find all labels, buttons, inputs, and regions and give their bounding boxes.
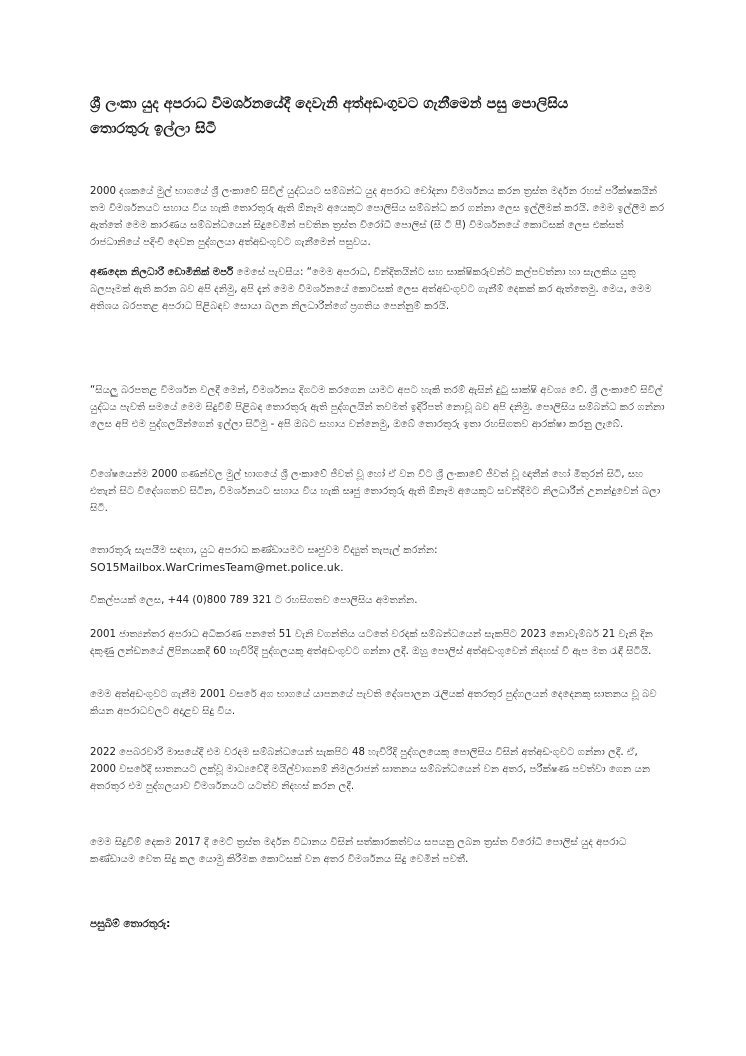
- officer-name: අණදෙන නිලධාරී ඩොමිනික් මර්පි: [90, 267, 234, 278]
- officer-quote: මෙසේ පැවසීය: “මෙම අපරාධ, වින්දිතයින්ට සහ සාක්ෂිකරුවන්ට කල්පවත්නා හා සැලකිය යුතු බලපෑමක් ඇති කරන බව අපි දනිමු, අපි දැන් මෙම විමර්ශනයේ කොටසක් ලෙස අත්අඩංගුවට ගැනීම් දෙකක් කර ඇත්තෙමු. මෙය, මෙම අතිශය බරපතළ අපරාධ පිළිබඳව සොයා බලන නිලධාරීන්ගේ ප්‍රගතිය පෙන්නුම් කරයි.: [90, 267, 652, 313]
- paragraph-contact: [90, 542, 666, 577]
- contact-text: තොරතුරු සැපයීම සඳහා, යුධ අපරාධ කණ්ඩායමට සෘජුවම විද්‍යුත් තැපැල් කරන්න:: [90, 545, 438, 556]
- contact-email-link[interactable]: SO15Mailbox.WarCrimesTeam@met.police.uk.: [90, 561, 344, 575]
- page-title: [90, 92, 690, 142]
- paragraph-witnesses: විශේෂයෙන්ම 2000 ගණන්වල මුල් භාගයේ ශ්‍රී ලංකාවේ ජීවත් වූ හෝ ඒ වන විට ශ්‍රී ලංකාවේ ජීවත් වූ ඥාතීන් හෝ මිතුරන් සිටි, සහ එතැන් සිට විදේශගතව සිටින, විමර්ශනයට සහාය විය හැකි සෘජු තොරතුරු ඇති ඕනෑම අයෙකුට සවන්දීමට නිලධාරීන් උනන්දුවෙන් බලා සිටී.: [90, 469, 661, 515]
- paragraph-appeal: “සියලු බරපතළ විමර්ශන වලදී මෙන්, විමර්ශනය දිගටම කරගෙන යාමට අපට හැකි තරම් ඇසින් දුටු සාක්ෂි අවශ්‍ය වේ. ශ්‍රී ලංකාවේ සිවිල් යුද්ධය පැවති සමයේ මෙම සිදුවීම් පිළිබඳ තොරතුරු ඇති පුද්ගලයින් තවමත් ඉදිරිපත් නොවූ බව අපි දනිමු. පොලිසිය සම්බන්ධ කර ගන්නා ලෙස අපි එම පුද්ගලයින්ගෙන් ඉල්ලා සිටිමු - අපි ඔබට සහාය වන්නෙමු, ඔබේ තොරතුරු ඉතා රහසිගතව ආරක්ෂා කරනු ලැබේ.: [90, 385, 665, 431]
- background-info-heading: පසුබිම් තොරතුරු:: [90, 918, 171, 930]
- title-line-1: ශ්‍රී ලංකා යුද අපරාධ විමර්ශනයේදී දෙවැනි අත්අඩංගුවට ගැනීමෙන් පසු පොලිසිය: [90, 96, 569, 112]
- paragraph-arrest-2022: 2022 පෙබරවාරි මාසයේදී එම වරදම සම්බන්ධයෙන් සැකපිට 48 හැවිරිදි පුද්ගලයෙකු පොලිසිය විසින් අත්අඩංගුවට ගන්නා ලදී. ඒ, 2000 වසරේදී ඝාතනයට ලක්වූ මාධ්‍යවේදී මයිල්වාගනම් නිමලරාජන් ඝාතනය සම්බන්ධයෙන් වන අතර, පරීක්ෂණ පවත්වා ගෙන යන අතරතුර එම පුද්ගලයාව විමර්ශනයට යටත්ව නිදහස් කරන ලදී.: [90, 747, 651, 793]
- paragraph-arrest-context: මෙම අත්අඩංගුවට ගැනීම 2001 වසරේ අග භාගයේ යාපනයේ පැවති දේශපාලන රැලියක් අතරතුර පුද්ගලයන් දෙදෙනකු ඝාතනය වූ බව කියන අපරාධවලට අදාළව සිදු විය.: [90, 689, 657, 718]
- paragraph-referral: මෙම සිදුවීම් දෙකම 2017 දී මෙට් ත්‍රස්ත මර්දන විධානය විසින් සත්කාරකත්වය සපයනු ලබන ත්‍රස්ත විරෝධී පොලිස් යුද අපරාධ කණ්ඩායම වෙත සිදු කල යොමු කිරීමක කොටසක් වන අතර විමර්ශනය සිදු වෙමින් පවතී.: [90, 837, 627, 866]
- title-line-2: තොරතුරු ඉල්ලා සිටී: [90, 121, 216, 137]
- paragraph-phone: විකල්පයක් ලෙස, +44 (0)800 789 321 ට රහසිගතව පොලිසිය අමතන්න.: [90, 595, 418, 606]
- paragraph-quote-officer: [90, 264, 666, 315]
- paragraph-arrest-2023: 2001 ජාත්‍යන්තර අපරාධ අධිකරණ පනතේ 51 වැනි වගන්තිය යටතේ වරදක් සම්බන්ධයෙන් සැකපිට 2023 නොවැම්බර් 21 වැනි දින දකුණු ලන්ඩනයේ ලිපිනයකදී 60 හැවිරිදි පුද්ගලයකු අත්අඩංගුවට ගන්නා ලදී. ඔහු පොලිස් අත්අඩංගුවෙන් නිදහස් වී ඇප මත රැඳී සිටියි.: [90, 629, 653, 658]
- paragraph-intro: 2000 දශකයේ මුල් භාගයේ ශ්‍රී ලංකාවේ සිවිල් යුද්ධයට සම්බන්ධ යුද අපරාධ චෝදනා විමර්ශනය කරන ත්‍රස්ත මර්දන රහස් පරීක්ෂකයින් තම විමර්ශනයට සහාය විය හැකි තොරතුරු ඇති ඕනෑම අයෙකුට පොලිසිය සම්බන්ධ කර ගන්නා ලෙස ඉල්ලීමක් කරයි. මෙම ඉල්ලීම කර ඇත්තේ මෙම කාරණය සම්බන්ධයෙන් සිදුවෙමින් පවතින ත්‍රස්ත විරෝධී පොලිස් (සී ටී පී) විමර්ශනයේ කොටසක් ලෙස එක්සත් රාජධානියේ පදිංචි දෙවන පුද්ගලයා අත්අඩංගුවට ගැනීමෙන් පසුවය.: [90, 186, 665, 249]
